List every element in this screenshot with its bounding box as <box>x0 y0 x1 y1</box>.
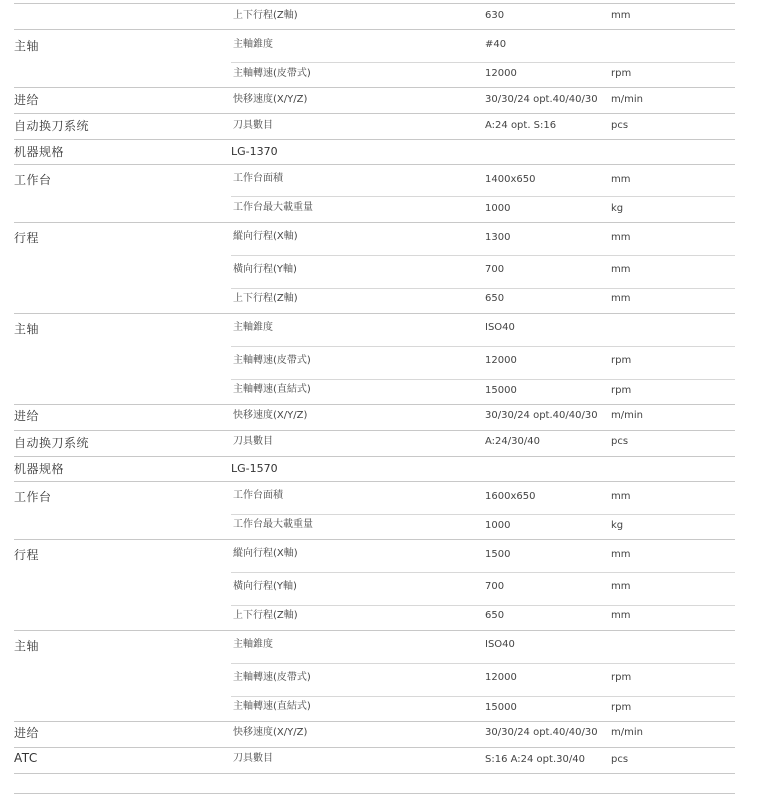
table-row <box>0 164 763 196</box>
category-label: 进给 <box>14 93 40 107</box>
model-name: LG-1570 <box>231 462 278 475</box>
spec-item: 上下行程(Z軸) <box>233 610 298 621</box>
spec-unit: rpm <box>611 672 632 683</box>
table-row <box>0 605 763 630</box>
spec-item: 主軸錐度 <box>233 39 273 50</box>
spec-value: 700 <box>485 581 505 592</box>
category-label: 机器规格 <box>14 145 65 159</box>
table-row <box>0 481 763 514</box>
table-row <box>0 346 763 379</box>
table-row <box>0 630 763 663</box>
spec-unit: mm <box>611 232 631 243</box>
spec-unit: pcs <box>611 754 629 765</box>
spec-value: 650 <box>485 610 505 621</box>
spec-value: 30/30/24 opt.40/40/30 <box>485 410 598 421</box>
table-row <box>0 255 763 288</box>
table-row <box>0 113 763 139</box>
table-row <box>0 747 763 773</box>
spec-value: 1500 <box>485 549 511 560</box>
spec-value: 630 <box>485 10 505 21</box>
category-label: 主轴 <box>14 322 40 336</box>
table-row <box>0 196 763 222</box>
table-row <box>0 313 763 346</box>
spec-unit: kg <box>611 520 624 531</box>
spec-unit: pcs <box>611 120 629 131</box>
table-row <box>0 663 763 696</box>
table-row <box>0 404 763 430</box>
spec-item: 上下行程(Z軸) <box>233 10 298 21</box>
spec-value: 1400x650 <box>485 174 536 185</box>
spec-item: 主軸轉速(直結式) <box>233 701 311 712</box>
spec-value: 1000 <box>485 203 511 214</box>
spec-value: ISO40 <box>485 322 515 333</box>
category-label: 机器规格 <box>14 462 65 476</box>
spec-value: #40 <box>485 39 507 50</box>
spec-value: 30/30/24 opt.40/40/30 <box>485 94 598 105</box>
spec-value: 700 <box>485 264 505 275</box>
spec-item: 縱向行程(X軸) <box>233 231 298 242</box>
table-row <box>0 62 763 87</box>
spec-value: A:24 opt. S:16 <box>485 120 557 131</box>
spec-item: 刀具數目 <box>233 436 273 447</box>
table-row <box>0 87 763 113</box>
table-row <box>0 222 763 255</box>
spec-unit: mm <box>611 549 631 560</box>
spec-value: A:24/30/40 <box>485 436 540 447</box>
spec-unit: m/min <box>611 410 643 421</box>
spec-value: 1000 <box>485 520 511 531</box>
spec-item: 快移速度(X/Y/Z) <box>233 410 308 421</box>
spec-item: 主軸轉速(皮帶式) <box>233 68 311 79</box>
spec-value: 12000 <box>485 68 517 79</box>
spec-value: 1600x650 <box>485 491 536 502</box>
spec-value: ISO40 <box>485 639 515 650</box>
category-label: 主轴 <box>14 639 40 653</box>
spec-unit: rpm <box>611 385 632 396</box>
spec-item: 主軸轉速(皮帶式) <box>233 355 311 366</box>
row-divider <box>14 773 735 774</box>
spec-value: 12000 <box>485 672 517 683</box>
spec-item: 主軸轉速(直結式) <box>233 384 311 395</box>
category-label: 工作台 <box>14 173 52 187</box>
spec-item: 快移速度(X/Y/Z) <box>233 94 308 105</box>
spec-unit: mm <box>611 264 631 275</box>
spec-item: 橫向行程(Y軸) <box>233 264 297 275</box>
category-label: 进给 <box>14 409 40 423</box>
spec-unit: mm <box>611 491 631 502</box>
table-row <box>0 379 763 404</box>
model-name: LG-1370 <box>231 145 278 158</box>
category-label: 行程 <box>14 231 40 245</box>
table-row <box>0 3 763 29</box>
spec-unit: rpm <box>611 68 632 79</box>
table-row <box>0 430 763 456</box>
spec-item: 工作台面積 <box>233 173 283 184</box>
category-label: 自动换刀系统 <box>14 436 90 450</box>
spec-unit: mm <box>611 293 631 304</box>
spec-item: 工作台面積 <box>233 490 283 501</box>
spec-item: 上下行程(Z軸) <box>233 293 298 304</box>
table-row <box>0 721 763 747</box>
spec-value: 12000 <box>485 355 517 366</box>
spec-value: 15000 <box>485 385 517 396</box>
spec-value: S:16 A:24 opt.30/40 <box>485 754 585 765</box>
category-label: 行程 <box>14 548 40 562</box>
spec-unit: m/min <box>611 727 643 738</box>
table-row <box>0 29 763 62</box>
table-row <box>0 696 763 721</box>
spec-unit: pcs <box>611 436 629 447</box>
table-row <box>0 572 763 605</box>
table-row <box>0 514 763 539</box>
spec-item: 橫向行程(Y軸) <box>233 581 297 592</box>
spec-item: 刀具數目 <box>233 753 273 764</box>
spec-item: 主軸錐度 <box>233 322 273 333</box>
model-row <box>0 456 763 481</box>
spec-unit: m/min <box>611 94 643 105</box>
spec-unit: kg <box>611 203 624 214</box>
spec-unit: mm <box>611 610 631 621</box>
spec-item: 刀具數目 <box>233 120 273 131</box>
spec-unit: mm <box>611 174 631 185</box>
spec-item: 工作台最大載重量 <box>233 202 313 213</box>
spec-value: 1300 <box>485 232 511 243</box>
spec-item: 主軸轉速(皮帶式) <box>233 672 311 683</box>
spec-unit: rpm <box>611 702 632 713</box>
category-label: 进给 <box>14 726 40 740</box>
table-row <box>0 539 763 572</box>
spec-unit: mm <box>611 581 631 592</box>
spec-item: 快移速度(X/Y/Z) <box>233 727 308 738</box>
spec-unit: mm <box>611 10 631 21</box>
model-row <box>0 139 763 164</box>
spec-item: 工作台最大載重量 <box>233 519 313 530</box>
category-label: 工作台 <box>14 490 52 504</box>
spec-unit: rpm <box>611 355 632 366</box>
category-label: 主轴 <box>14 39 40 53</box>
spec-value: 30/30/24 opt.40/40/30 <box>485 727 598 738</box>
spec-item: 縱向行程(X軸) <box>233 548 298 559</box>
table-row <box>0 288 763 313</box>
category-label: ATC <box>14 751 38 765</box>
spec-value: 650 <box>485 293 505 304</box>
spec-value: 15000 <box>485 702 517 713</box>
row-divider <box>14 793 735 794</box>
category-label: 自动换刀系统 <box>14 119 90 133</box>
spec-item: 主軸錐度 <box>233 639 273 650</box>
